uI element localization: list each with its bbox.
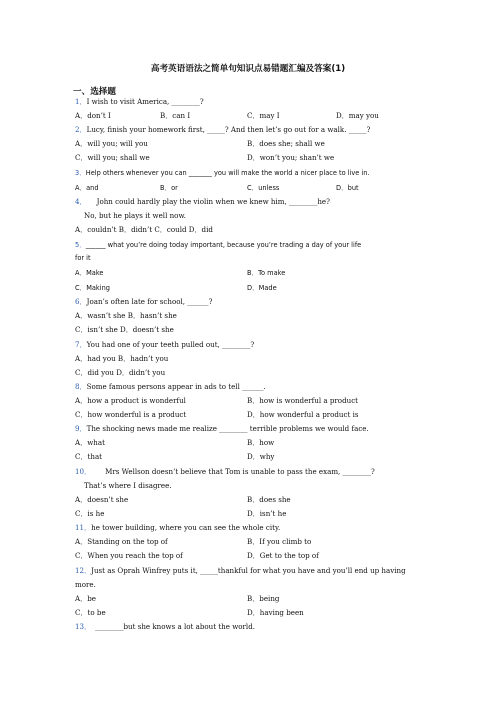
question-text: Some famous persons appear in ads to tell ______.: [86, 382, 266, 391]
question-11-stem: [75, 523, 280, 533]
section-heading: 一、选择题: [73, 87, 116, 97]
question-number: 3．: [75, 169, 86, 177]
q12-option-c: C．to be: [75, 608, 106, 617]
q12-option-d: D．having been: [247, 608, 304, 617]
question-number: 11．: [75, 523, 92, 532]
question-number: 7．: [75, 340, 87, 349]
q7-options-row1: A．had you B．hadn’t you: [75, 354, 169, 363]
q3-option-a: A．and: [75, 184, 99, 192]
question-number: 5．: [75, 241, 86, 249]
question-text: Mrs Wellson doesn’t believe that Tom is unable to pass the exam, ________?: [105, 467, 375, 476]
q3-option-c: C．unless: [247, 184, 280, 192]
q10-response-line: That’s where I disagree.: [84, 481, 172, 490]
question-3-stem: [75, 168, 370, 178]
q5-option-d: D．Made: [247, 284, 277, 292]
q1-option-c: C．may I: [247, 111, 280, 120]
q11-option-c: C．When you reach the top of: [75, 551, 183, 560]
q8-option-d: D．how wonderful a product is: [247, 410, 359, 419]
q8-option-c: C．how wonderful is a product: [75, 410, 187, 419]
q2-option-b: B．does she; shall we: [247, 139, 325, 148]
q2-option-a: A．will you; will you: [75, 139, 148, 148]
q3-option-d: D．but: [336, 184, 359, 192]
q11-option-d: D．Get to the top of: [247, 551, 319, 560]
q5-option-b: B．To make: [247, 269, 286, 277]
question-text: You had one of your teeth pulled out, ________?: [86, 340, 255, 349]
q12-option-b: B．being: [247, 594, 280, 603]
q10-option-c: C．is he: [75, 509, 105, 518]
question-number: 8．: [75, 382, 87, 391]
question-text: Joan’s often late for school, ______?: [86, 297, 213, 306]
question-4-stem: [75, 197, 330, 207]
question-text: Lucy, finish your homework first, _____? And then let’s go out for a walk. _____?: [86, 125, 371, 134]
q8-option-b: B．how is wonderful a product: [247, 396, 359, 405]
q10-option-a: A．doesn’t she: [75, 495, 129, 504]
question-6-stem: [75, 297, 212, 307]
question-number: 1．: [75, 97, 87, 106]
q5-continuation: for it: [75, 254, 91, 262]
q9-option-b: B．how: [247, 438, 275, 447]
question-2-stem: [75, 125, 370, 135]
question-text: Just as Oprah Winfrey puts it, _____thankful for what you have and you’ll end up having: [91, 566, 406, 575]
question-12-stem: [75, 566, 406, 576]
question-text: The shocking news made me realize ________ terrible problems we would face.: [86, 424, 369, 433]
q12-option-a: A．be: [75, 594, 96, 603]
q2-option-c: C．will you; shall we: [75, 153, 150, 162]
question-number: 13．: [75, 622, 92, 631]
q4-response-line: No, but he plays it well now.: [84, 211, 186, 220]
question-number: 6．: [75, 297, 87, 306]
question-number: 4．: [75, 197, 87, 206]
question-number: 2．: [75, 125, 87, 134]
q5-option-c: C．Making: [75, 284, 110, 292]
question-5-stem: [75, 240, 361, 250]
question-text: I wish to visit America, ________?: [86, 97, 204, 106]
q9-option-a: A．what: [75, 438, 105, 447]
q3-option-b: B．or: [160, 184, 178, 192]
question-text: Help others whenever you can _______ you will make the world a nicer place to live in.: [85, 169, 370, 177]
q4-options: A．couldn’t B．didn’t C．could D．did: [75, 225, 213, 234]
question-number: 9．: [75, 424, 87, 433]
q12-continuation: more.: [75, 580, 96, 589]
question-9-stem: [75, 424, 369, 434]
question-1-stem: [75, 97, 204, 107]
question-number: 10．: [75, 467, 92, 476]
question-text: ______ what you’re doing today important, because you’re trading a day of your life: [85, 241, 362, 249]
q9-option-c: C．that: [75, 452, 103, 461]
q5-option-a: A．Make: [75, 269, 104, 277]
question-text: he tower building, where you can see the whole city.: [91, 523, 281, 532]
question-7-stem: [75, 340, 254, 350]
q9-option-d: D．why: [247, 452, 275, 461]
question-text: ________but she knows a lot about the world.: [95, 622, 255, 631]
q10-option-d: D．isn’t he: [247, 509, 287, 518]
q11-option-a: A．Standing on the top of: [75, 537, 168, 546]
question-number: 12．: [75, 566, 92, 575]
q1-option-b: B．can I: [160, 111, 191, 120]
question-text: John could hardly play the violin when we knew him, ________he?: [96, 197, 330, 206]
q8-option-a: A．how a product is wonderful: [75, 396, 186, 405]
question-10-stem: [75, 467, 375, 477]
q6-options-row1: A．wasn’t she B．hasn’t she: [75, 311, 177, 320]
question-8-stem: [75, 382, 266, 392]
q11-option-b: B．If you climb to: [247, 537, 312, 546]
q6-options-row2: C．isn’t she D．doesn’t she: [75, 325, 174, 334]
q7-options-row2: C．did you D．didn’t you: [75, 368, 166, 377]
page-title: 高考英语语法之简单句知识点易错题汇编及答案(1): [150, 64, 346, 74]
q2-option-d: D．won’t you; shan’t we: [247, 153, 335, 162]
q10-option-b: B．does she: [247, 495, 291, 504]
q1-option-a: A．don’t I: [75, 111, 111, 120]
q1-option-d: D．may you: [336, 111, 379, 120]
question-13-stem: [75, 622, 255, 632]
